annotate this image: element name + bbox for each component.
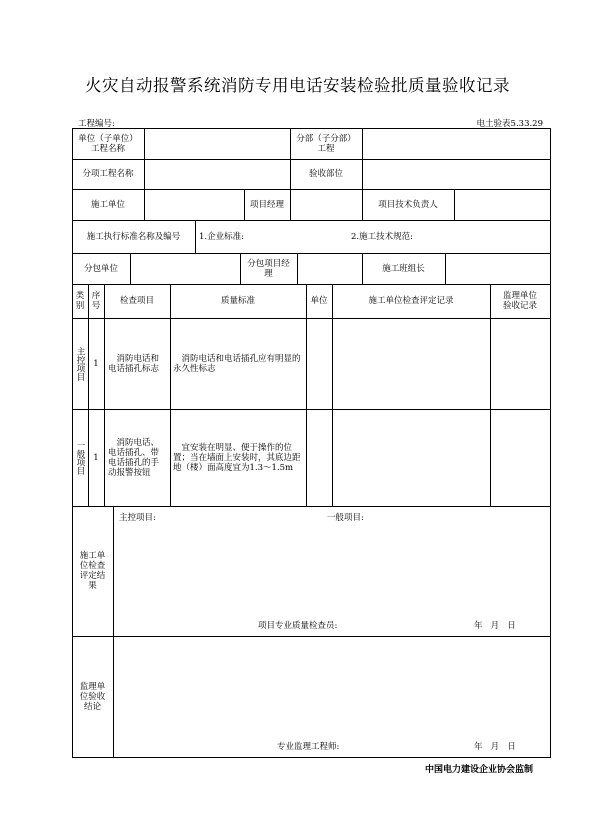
column-seq: 序 号 <box>91 291 101 311</box>
form-code: 电土验表5.33.29 <box>476 119 543 129</box>
row-supervision-record-field[interactable] <box>490 318 550 409</box>
team-leader-label: 施工班组长 <box>382 263 425 274</box>
column-category: 类 别 <box>75 291 85 311</box>
acceptance-part-label: 验收部位 <box>308 169 343 179</box>
tech-lead-field[interactable] <box>454 189 550 220</box>
row-category: 一般项目 <box>75 440 85 475</box>
tech-spec-label: 2.施工技术规范: <box>351 231 413 242</box>
row-construction-record-field[interactable] <box>332 409 490 506</box>
project-number-label: 工程编号: <box>78 119 115 129</box>
supervision-conclusion-label: 监理单位验收结论 <box>79 681 106 712</box>
row-unit-field[interactable] <box>306 318 332 409</box>
subcontract-manager-label: 分包项目经 理 <box>247 258 290 279</box>
sub-project-field[interactable] <box>362 128 550 159</box>
general-items-label: 一般项目: <box>327 513 364 523</box>
column-construction-record: 施工单位检查评定记录 <box>368 296 454 306</box>
project-manager-label: 项目经理 <box>249 199 284 210</box>
issuer-footer: 中国电力建设企业协会监制 <box>424 765 533 775</box>
row-construction-record-field[interactable] <box>332 318 490 409</box>
subcontract-unit-field[interactable] <box>130 253 240 284</box>
subcontract-unit-label: 分包单位 <box>83 263 118 274</box>
supervision-conclusion-field[interactable] <box>114 640 549 728</box>
supervision-date: 年 月 日 <box>474 742 516 752</box>
table-row <box>72 409 88 506</box>
construction-unit-field[interactable] <box>144 189 244 220</box>
acceptance-record-table <box>72 128 551 758</box>
row-quality-standard: 宜安装在明显、便于操作的位置；当在墙面上安装时，其底边距地（楼）面高度宜为1.3～1.5m <box>173 442 301 473</box>
acceptance-part-field[interactable] <box>362 159 550 189</box>
column-check-item: 检查项目 <box>119 296 154 306</box>
row-seq: 1 <box>93 452 99 463</box>
column-unit: 单位 <box>310 296 328 306</box>
supervision-engineer-label: 专业监理工程师: <box>277 742 340 752</box>
row-supervision-record-field[interactable] <box>490 409 550 506</box>
standard-label: 施工执行标准名称及编号 <box>86 231 181 242</box>
unit-project-name-field[interactable] <box>144 128 290 159</box>
item-project-name-field[interactable] <box>144 159 290 189</box>
main-items-label: 主控项目: <box>119 513 156 523</box>
row-check-item: 消防电话和电话插孔标志 <box>108 353 160 374</box>
row-category: 主控项目 <box>75 346 85 381</box>
construction-date: 年 月 日 <box>474 621 516 631</box>
construction-unit-label: 施工单位 <box>90 199 125 210</box>
row-quality-standard: 消防电话和电话插孔应有明显的永久性标志 <box>173 353 301 374</box>
unit-project-name-label: 单位（子单位） 工程名称 <box>78 133 138 154</box>
table-row <box>72 318 88 409</box>
item-project-name-label: 分项工程名称 <box>82 169 134 179</box>
column-supervision-record: 监理单位 验收记录 <box>502 291 537 311</box>
row-unit-field[interactable] <box>306 409 332 506</box>
column-quality-standard: 质量标准 <box>220 296 255 306</box>
row-seq: 1 <box>93 358 99 369</box>
quality-inspector-label: 项目专业质量检查员: <box>258 621 338 631</box>
team-leader-field[interactable] <box>445 253 550 284</box>
project-manager-field[interactable] <box>290 189 362 220</box>
construction-conclusion-label: 施工单位检查评定结果 <box>79 551 106 591</box>
sub-project-label: 分部（子分部） 工程 <box>296 133 356 154</box>
enterprise-standard-label: 1.企业标准: <box>199 231 244 242</box>
row-check-item: 消防电话、电话插孔、带电话插孔的手动报警按钮 <box>108 437 160 478</box>
tech-lead-label: 项目技术负责人 <box>378 199 438 210</box>
form-title: 火灾自动报警系统消防专用电话安装检验批质量验收记录 <box>85 76 510 95</box>
subcontract-manager-field[interactable] <box>297 253 362 284</box>
construction-conclusion-field[interactable] <box>114 523 549 613</box>
